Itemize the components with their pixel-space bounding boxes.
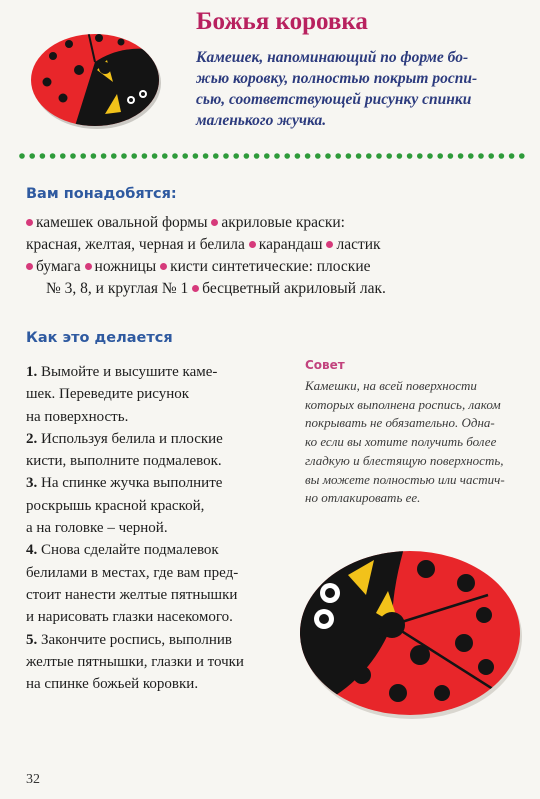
divider-dot (295, 153, 301, 159)
material-item: акриловые краски: (221, 214, 345, 231)
divider-dot (111, 153, 117, 159)
divider-dot (437, 153, 443, 159)
step-text: стоит нанести желтые пятнышки (26, 586, 238, 603)
divider-dot (356, 153, 362, 159)
step-line (26, 584, 296, 606)
bullet-icon (26, 219, 33, 226)
divider-dot (60, 153, 66, 159)
step-number: 4. (26, 542, 38, 559)
material-item: красная, желтая, черная и белила (26, 236, 249, 253)
bullet-icon (160, 263, 167, 270)
material-item: бесцветный акриловый лак. (202, 280, 386, 297)
steps-list (26, 361, 296, 695)
lead-line: сью, соответствующей рисунку спинки (196, 91, 472, 108)
divider-dot (468, 153, 474, 159)
material-item: № 3, 8, и круглая № 1 (46, 280, 193, 297)
divider-dot (142, 153, 148, 159)
step-line (26, 428, 296, 450)
material-item: карандаш (258, 236, 327, 253)
step-line (26, 673, 296, 695)
step-text: желтые пятнышки, глазки и точки (26, 653, 244, 670)
bullet-icon (249, 241, 256, 248)
materials-list (26, 212, 426, 300)
divider-dot (193, 153, 199, 159)
divider-dot (325, 153, 331, 159)
tip-line: гладкую и блестящую поверхность, (305, 452, 504, 468)
step-text: кисти, выполните подмалевок. (26, 453, 222, 470)
material-item: ластик (336, 236, 381, 253)
step-line (26, 629, 296, 651)
divider-dot (499, 153, 505, 159)
bullet-icon (192, 285, 199, 292)
how-to-heading: Как это делается (26, 330, 173, 346)
material-item: ножницы (94, 258, 161, 275)
step-line (26, 562, 296, 584)
tip-line: ко если вы хотите получить более (305, 434, 497, 450)
materials-line (26, 234, 426, 256)
material-item: камешек овальной формы (36, 214, 212, 231)
divider-dot (274, 153, 280, 159)
material-item: кисти синтетические: плоские (170, 258, 371, 275)
step-text: Используя белила и плоские (37, 430, 223, 447)
divider-dot (80, 153, 86, 159)
lead-line: маленького жучка. (196, 112, 327, 129)
lead-paragraph (196, 47, 516, 131)
divider-dot (488, 153, 494, 159)
tip-text (305, 377, 530, 508)
divider-dot (417, 153, 423, 159)
step-text: шек. Переведите рисунок (26, 386, 190, 403)
bullet-icon (211, 219, 218, 226)
divider-dot (386, 153, 392, 159)
bullet-icon (326, 241, 333, 248)
materials-heading: Вам понадобятся: (26, 186, 177, 202)
step-text: а на головке – черной. (26, 520, 168, 537)
page-title: Божья коровка (196, 8, 368, 35)
step-line (26, 651, 296, 673)
divider-dot (203, 153, 209, 159)
divider-dot (131, 153, 137, 159)
ladybug-stone-image-bottom (288, 535, 528, 725)
step-text: Снова сделайте подмалевок (37, 542, 219, 559)
divider-dot (19, 153, 25, 159)
divider-dot (509, 153, 515, 159)
step-number: 1. (26, 364, 38, 380)
lead-line: жью коровку, полностью покрыт роспи- (196, 70, 478, 87)
step-line (26, 450, 296, 472)
divider-dot (233, 153, 239, 159)
divider-dot (264, 153, 270, 159)
divider-dot (254, 153, 260, 159)
step-line (26, 539, 296, 561)
tip-line: покрывать не обязательно. Одна- (305, 415, 495, 431)
step-number: 2. (26, 430, 38, 447)
divider-dot (101, 153, 107, 159)
divider-dot (152, 153, 158, 159)
step-text: и нарисовать глазки насекомого. (26, 609, 233, 626)
tip-line: которых выполнена роспись, лаком (305, 396, 501, 412)
tip-line: но отлакировать ее. (305, 490, 421, 506)
page-number: 32 (26, 772, 40, 787)
divider-dot (91, 153, 97, 159)
divider-dot (346, 153, 352, 159)
step-text: на поверхность. (26, 408, 129, 425)
materials-line (26, 212, 426, 234)
divider-dot (366, 153, 372, 159)
step-text: роскрышь красной краской, (26, 497, 205, 514)
divider-dot (335, 153, 341, 159)
step-line (26, 606, 296, 628)
step-line (26, 472, 296, 494)
divider-dot (244, 153, 250, 159)
step-text: Закончите роспись, выполнив (37, 631, 232, 648)
step-line (26, 517, 296, 539)
divider-dot (182, 153, 188, 159)
step-line (26, 383, 296, 405)
step-number: 3. (26, 475, 38, 492)
divider-dot (407, 153, 413, 159)
bullet-icon (85, 263, 92, 270)
divider-dot (448, 153, 454, 159)
materials-line (26, 278, 426, 300)
divider-dot (223, 153, 229, 159)
step-line (26, 495, 296, 517)
divider-dot (29, 153, 35, 159)
tip-line: Камешки, на всей поверхности (305, 378, 477, 393)
bullet-icon (26, 263, 33, 270)
material-item: бумага (36, 258, 85, 275)
divider-dot (376, 153, 382, 159)
lead-line: Камешек, напоминающий по форме бо- (196, 49, 469, 66)
divider-dot (284, 153, 290, 159)
dotted-divider (18, 150, 528, 162)
step-line (26, 361, 296, 383)
materials-line (26, 256, 426, 278)
divider-dot (305, 153, 311, 159)
divider-dot (70, 153, 76, 159)
divider-dot (50, 153, 56, 159)
tip-line: вы можете полностью или частич- (305, 471, 505, 487)
ladybug-stone-image-top (25, 22, 165, 132)
divider-dot (172, 153, 178, 159)
divider-dot (121, 153, 127, 159)
step-text: Вымойте и высушите каме- (37, 364, 218, 380)
divider-dot (458, 153, 464, 159)
step-text: На спинке жучка выполните (37, 475, 223, 492)
divider-dot (315, 153, 321, 159)
divider-dot (40, 153, 46, 159)
divider-dot (397, 153, 403, 159)
divider-dot (162, 153, 168, 159)
step-text: белилами в местах, где вам пред- (26, 564, 239, 581)
divider-dot (519, 153, 525, 159)
step-line (26, 406, 296, 428)
tip-heading: Совет (305, 358, 345, 372)
divider-dot (213, 153, 219, 159)
step-number: 5. (26, 631, 38, 648)
step-text: на спинке божьей коровки. (26, 676, 199, 693)
divider-dot (427, 153, 433, 159)
divider-dot (478, 153, 484, 159)
